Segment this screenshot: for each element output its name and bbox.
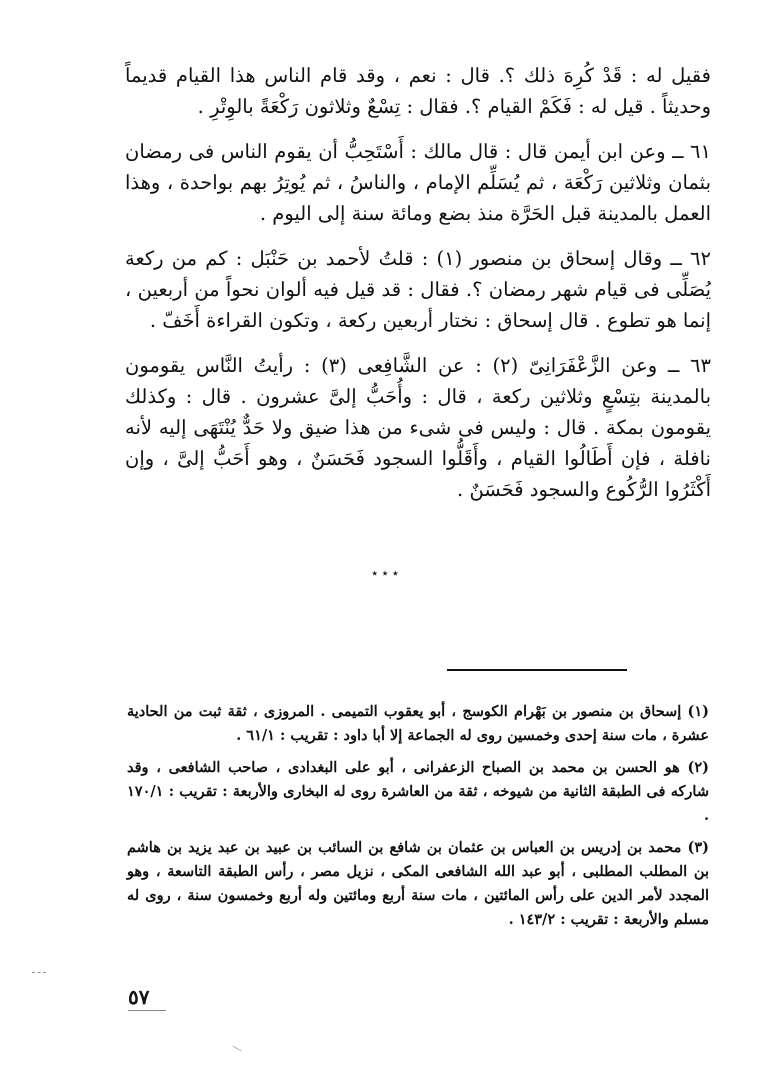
section-separator: ٭ ٭ ٭ — [371, 566, 399, 580]
paragraph-61: ٦١ ــ وعن ابن أيمن قال : قال مالك : أَسْتَحِبُّ أن يقوم الناس فى رمضان بثمان وثلاثين رَكْعَة ، ثم يُسَلِّم الإمام ، والناسُ ، ثم يُوتِرُ بهم بواحدة ، وهذا العمل بالمدينة قبل الحَرَّة منذ بضع ومائة سنة إلى اليوم . — [125, 140, 711, 225]
page-number: ٥٧ — [128, 985, 150, 1009]
footnotes — [127, 700, 709, 940]
page-number-underline — [128, 1010, 166, 1011]
footnote-divider — [447, 669, 627, 671]
footnote-3: (٣) محمد بن إدريس بن العباس بن عثمان بن شافع بن السائب بن عبيد بن عبد يزيد بن هاشم بن المطلب المطلبى ، أبو عبد الله الشافعى المكى ، نزيل مصر ، رأس الطبقة التاسعة ، وهو المجدد لأمر الدين على رأس المائتين ، مات سنة أربع ومائتين وله أربع وخمسون سنة ، روى له مسلم والأربعة : تقريب : ١٤٣/٢ . — [127, 839, 709, 928]
paragraph-62: ٦٢ ــ وقال إسحاق بن منصور (١) : قلتُ لأحمد بن حَنْبَل : كم من ركعة يُصَلِّى فى قيام شهر رمضان ؟. فقال : قد قيل فيه ألوان نحواً من أربعين ، إنما هو تطوع . قال إسحاق : نختار أربعين ركعة ، وتكون القراءة أَخَفّ . — [125, 247, 711, 332]
paragraph-intro: فقيل له : قَدْ كُرِهَ ذلك ؟. قال : نعم ، وقد قام الناس هذا القيام قديماً وحديثاً . قيل له : فَكَمْ القيام ؟. فقال : تِسْعٌ وثلاثون رَكْعَةً بالوِتْرِ . — [125, 64, 711, 118]
corner-mark — [232, 1046, 241, 1052]
footnote-1: (١) إسحاق بن منصور بن بَهْرام الكوسج ، أبو يعقوب التميمى . المروزى ، ثقة ثبت من الحادية عشرة ، مات سنة إحدى وخمسين روى له الجماعة إلا أبا داود : تقريب : ٦١/١ . — [127, 703, 709, 744]
main-text-body — [125, 60, 711, 519]
footnote-2: (٢) هو الحسن بن محمد بن الصباح الزعفرانى ، أبو على البغدادى ، صاحب الشافعى ، وقد شاركه فى الطبقة الثانية من شيوخه ، ثقة من العاشرة روى له البخارى والأربعة : تقريب : ١٧٠/١ . — [127, 759, 709, 824]
paragraph-63: ٦٣ ــ وعن الزَّعْفَرَانِىّ (٢) : عن الشَّافِعى (٣) : رأيتُ النَّاس يقومون بالمدينة بتِسْعٍ وثلاثين ركعة ، قال : وأُحَبُّ إلىَّ عشرون . قال : وكذلك يقومون بمكة . قال : وليس فى شىء من هذا ضيق ولا حَدٌّ يُنْتَهَى إليه لأنه نافلة ، فإن أَطَالُوا القيام ، وأَقَلُّوا السجود فَحَسَنٌ ، وهو أَحَبُّ إلىَّ ، وإن أَكْثَرُوا الرُّكُوع والسجود فَحَسَنٌ . — [125, 354, 711, 501]
margin-mark — [32, 972, 46, 974]
